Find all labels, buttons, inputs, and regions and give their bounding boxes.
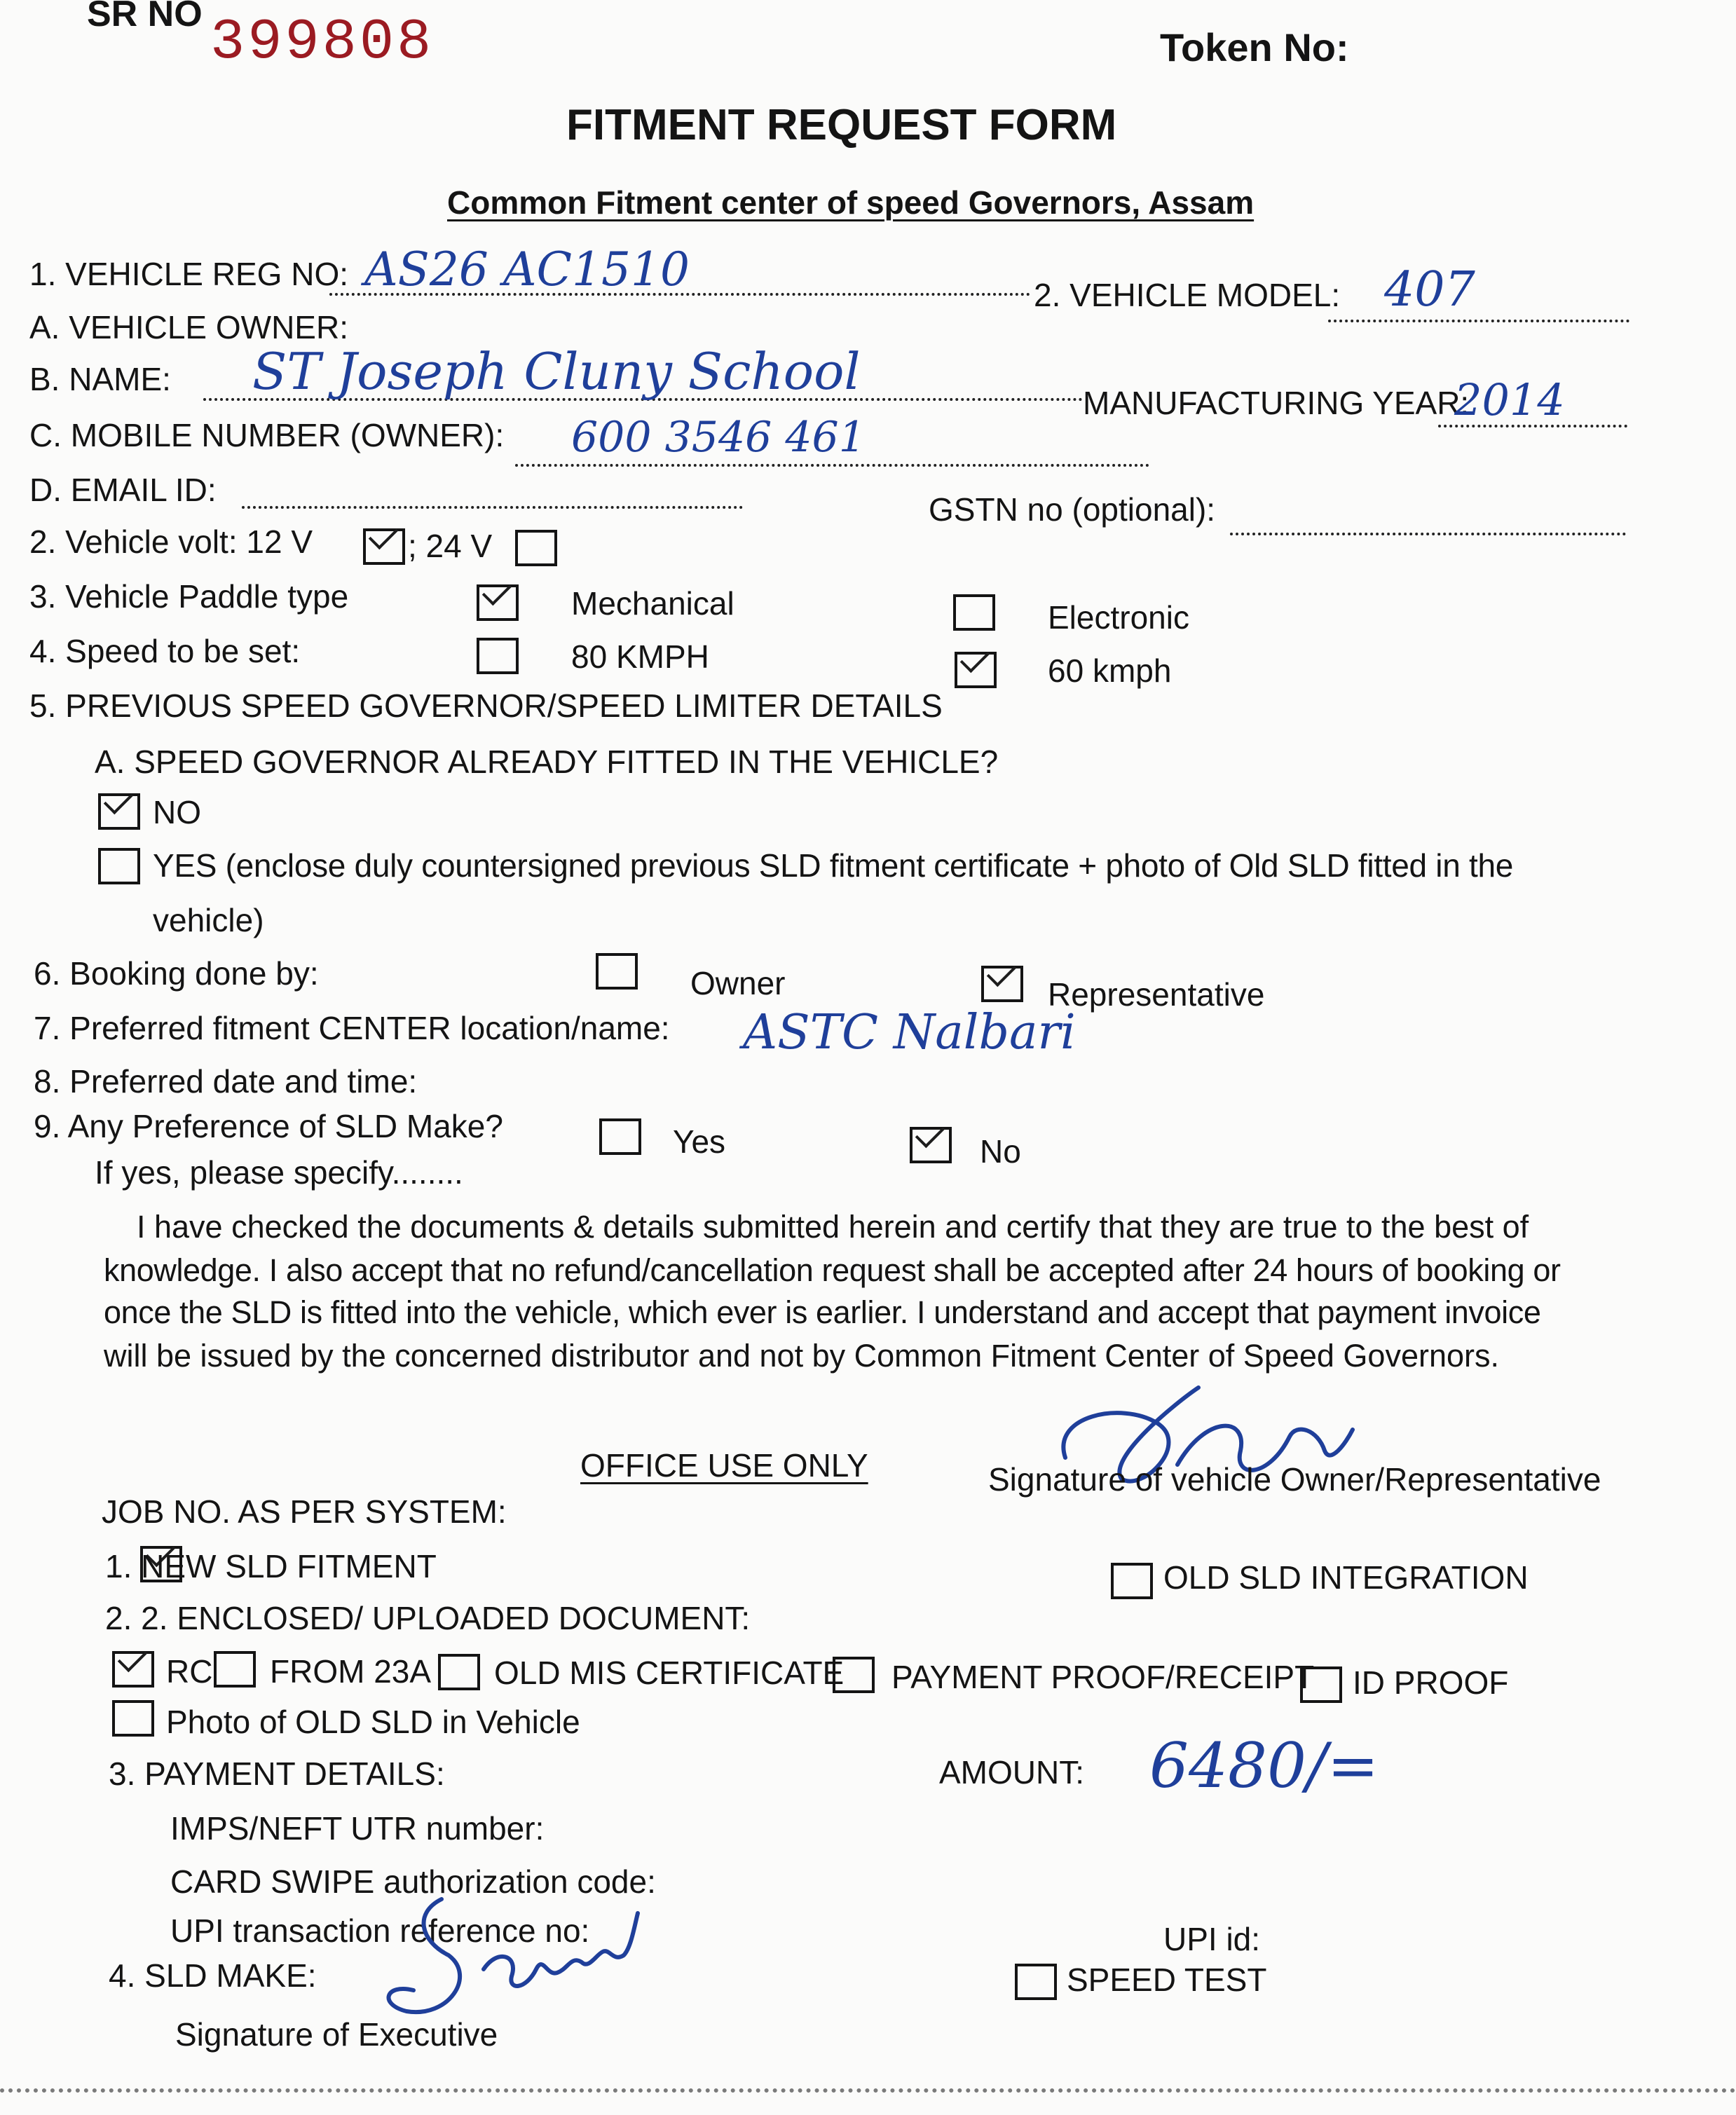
previous-sld-yes-checkbox[interactable] — [98, 848, 140, 884]
booking-representative-label: Representative — [1048, 976, 1265, 1013]
manufacturing-year-value[interactable]: 2014 — [1454, 374, 1565, 425]
sld-make-no-label: No — [980, 1133, 1021, 1170]
speed-test-checkbox[interactable] — [1015, 1964, 1057, 2000]
executive-signature-label: Signature of Executive — [175, 2016, 498, 2053]
amount-label: AMOUNT: — [939, 1754, 1084, 1791]
speed-60-checkbox[interactable] — [955, 652, 997, 688]
previous-sld-heading: 5. PREVIOUS SPEED GOVERNOR/SPEED LIMITER DETAILS — [29, 687, 943, 724]
doc-photo-old-sld-checkbox[interactable] — [112, 1700, 154, 1737]
vehicle-reg-label: 1. VEHICLE REG NO: — [29, 256, 349, 292]
vehicle-volt-label: 2. Vehicle volt: 12 V — [29, 523, 313, 560]
declaration-line-3: once the SLD is fitted into the vehicle, which ever is earlier. I understand and accept that payment invoice — [104, 1294, 1541, 1330]
speed-60-label: 60 kmph — [1048, 652, 1172, 689]
doc-payment-proof-label: PAYMENT PROOF/RECEIPT — [891, 1659, 1315, 1695]
doc-id-proof-label: ID PROOF — [1353, 1664, 1509, 1701]
job-number-label: JOB NO. AS PER SYSTEM: — [102, 1493, 507, 1530]
form-title: FITMENT REQUEST FORM — [566, 101, 1117, 149]
speed-test-label: SPEED TEST — [1067, 1962, 1267, 1998]
manufacturing-year-label: MANUFACTURING YEAR: — [1083, 385, 1470, 421]
vehicle-model-line — [1328, 320, 1629, 322]
fitment-center-value[interactable]: ASTC Nalbari — [743, 1005, 1076, 1060]
declaration-line-2: knowledge. I also accept that no refund/cancellation request shall be accepted after 24 hours of booking or — [104, 1252, 1561, 1288]
vehicle-reg-value[interactable]: AS26 AC1510 — [364, 242, 690, 296]
doc-form-23a-label: FROM 23A — [270, 1653, 432, 1690]
fitment-center-label: 7. Preferred fitment CENTER location/name: — [34, 1010, 670, 1046]
office-use-heading: OFFICE USE ONLY — [580, 1447, 868, 1484]
booking-owner-checkbox[interactable] — [596, 953, 638, 990]
executive-signature — [336, 1885, 659, 2025]
vehicle-model-label: 2. VEHICLE MODEL: — [1034, 277, 1341, 313]
upi-reference-label: UPI transaction reference no: — [170, 1912, 590, 1949]
doc-rc-label: RC — [166, 1653, 213, 1690]
electronic-label: Electronic — [1048, 599, 1189, 636]
sld-make-no-checkbox[interactable] — [910, 1127, 952, 1163]
vehicle-model-value[interactable]: 407 — [1384, 262, 1475, 317]
amount-value[interactable]: 6480/= — [1149, 1730, 1379, 1802]
old-sld-integration-label: OLD SLD INTEGRATION — [1163, 1559, 1529, 1596]
previous-sld-yes-label-cont: vehicle) — [153, 902, 264, 938]
doc-payment-proof-checkbox[interactable] — [833, 1657, 875, 1693]
sld-make-yes-checkbox[interactable] — [599, 1118, 641, 1155]
mechanical-checkbox[interactable] — [477, 584, 519, 621]
previous-sld-question: A. SPEED GOVERNOR ALREADY FITTED IN THE VEHICLE? — [95, 744, 999, 780]
previous-sld-yes-label: YES (enclose duly countersigned previous SLD fitment certificate + photo of Old SLD fitted in the — [153, 847, 1514, 884]
doc-form-23a-checkbox[interactable] — [214, 1651, 256, 1688]
doc-id-proof-checkbox[interactable] — [1300, 1666, 1342, 1703]
mobile-number-value[interactable]: 600 3546 461 — [571, 413, 866, 462]
old-sld-integration-checkbox[interactable] — [1111, 1563, 1153, 1599]
mobile-number-line — [515, 464, 1149, 467]
doc-rc-checkbox[interactable] — [112, 1651, 154, 1688]
sld-make-yes-label: Yes — [673, 1123, 726, 1160]
declaration-line-1: I have checked the documents & details submitted herein and certify that they are true to the best of — [137, 1209, 1529, 1245]
volt-24v-label: ; 24 V — [408, 528, 493, 564]
enclosed-documents-label: 2. 2. ENCLOSED/ UPLOADED DOCUMENT: — [105, 1600, 751, 1636]
email-label: D. EMAIL ID: — [29, 472, 217, 508]
doc-old-mis-checkbox[interactable] — [438, 1654, 480, 1690]
gstn-line — [1230, 533, 1626, 535]
doc-photo-old-sld-label: Photo of OLD SLD in Vehicle — [166, 1704, 580, 1740]
payment-details-label: 3. PAYMENT DETAILS: — [109, 1755, 445, 1792]
electronic-checkbox[interactable] — [953, 594, 995, 631]
mobile-number-label: C. MOBILE NUMBER (OWNER): — [29, 417, 505, 453]
owner-signature-label: Signature of vehicle Owner/Representative — [988, 1461, 1601, 1498]
mechanical-label: Mechanical — [571, 585, 734, 622]
utr-number-label: IMPS/NEFT UTR number: — [170, 1810, 545, 1847]
booking-representative-checkbox[interactable] — [981, 966, 1023, 1002]
form-subtitle: Common Fitment center of speed Governors, Assam — [447, 184, 1255, 221]
gstn-label: GSTN no (optional): — [929, 491, 1216, 528]
volt-24v-checkbox[interactable] — [515, 530, 557, 566]
email-line — [242, 506, 743, 509]
volt-12v-checkbox[interactable] — [363, 528, 405, 565]
declaration-line-4: will be issued by the concerned distributor and not by Common Fitment Center of Speed Governors. — [104, 1338, 1500, 1374]
doc-old-mis-label: OLD MIS CERTIFICATE — [494, 1655, 845, 1691]
sr-number: 399808 — [210, 10, 435, 75]
bottom-perforation — [0, 2088, 1736, 2093]
booking-owner-label: Owner — [690, 965, 786, 1001]
sld-make-label: 4. SLD MAKE: — [109, 1957, 317, 1994]
speed-80-checkbox[interactable] — [477, 638, 519, 674]
token-label: Token No: — [1160, 25, 1349, 69]
preferred-date-label: 8. Preferred date and time: — [34, 1063, 418, 1100]
speed-label: 4. Speed to be set: — [29, 633, 301, 669]
previous-sld-no-checkbox[interactable] — [98, 793, 140, 830]
owner-name-label: B. NAME: — [29, 361, 171, 397]
sr-label: SR NO — [87, 0, 203, 34]
paddle-type-label: 3. Vehicle Paddle type — [29, 578, 349, 615]
speed-80-label: 80 KMPH — [571, 638, 709, 675]
sld-make-preference-label: 9. Any Preference of SLD Make? — [34, 1108, 503, 1144]
card-swipe-label: CARD SWIPE authorization code: — [170, 1863, 656, 1900]
vehicle-owner-heading: A. VEHICLE OWNER: — [29, 309, 348, 345]
owner-name-value[interactable]: ST Joseph Cluny School — [252, 342, 861, 401]
previous-sld-no-label: NO — [153, 794, 201, 830]
sld-make-specify-label: If yes, please specify........ — [95, 1154, 463, 1191]
booking-label: 6. Booking done by: — [34, 955, 319, 992]
new-sld-label: 1. NEW SLD FITMENT — [105, 1548, 437, 1584]
upi-id-label: UPI id: — [1163, 1921, 1261, 1957]
